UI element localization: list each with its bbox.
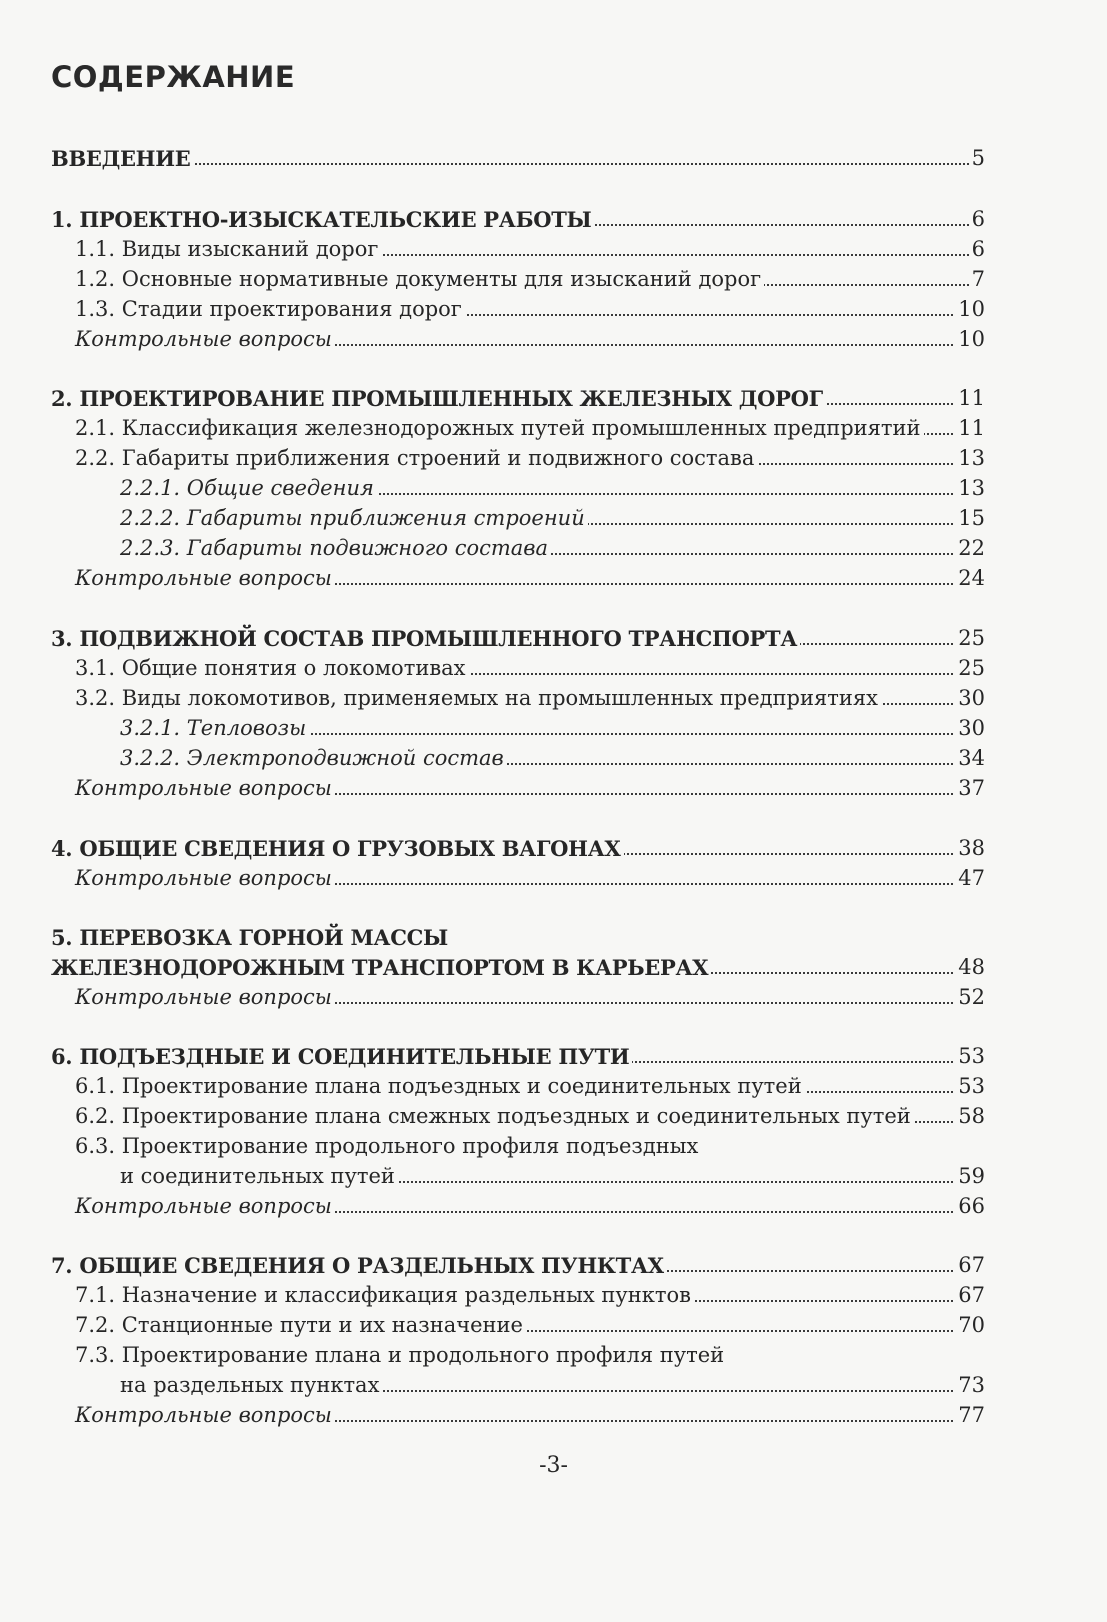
toc-entry-title: 2.2.1. Общие сведения	[120, 473, 377, 504]
page-title: СОДЕРЖАНИЕ	[51, 60, 296, 94]
toc-entry	[0, 143, 1107, 174]
toc-entry-title: Контрольные вопросы	[75, 563, 335, 594]
toc-entry-title: 1. ПРОЕКТНО-ИЗЫСКАТЕЛЬСКИЕ РАБОТЫ	[51, 204, 594, 235]
toc-entry	[0, 773, 1107, 804]
toc-entry-page: 25	[955, 623, 985, 654]
toc-entry	[0, 264, 1107, 295]
toc-entry-title: Контрольные вопросы	[75, 1400, 335, 1431]
toc-entry-page: 77	[955, 1400, 985, 1431]
toc-entry-page: 6	[969, 234, 985, 265]
toc-entry-title: Контрольные вопросы	[75, 324, 335, 355]
toc-entry-title: Контрольные вопросы	[75, 863, 335, 894]
toc-entry-title: 6.1. Проектирование плана подъездных и соединительных путей	[75, 1071, 805, 1102]
toc-entry-title: ЖЕЛЕЗНОДОРОЖНЫМ ТРАНСПОРТОМ В КАРЬЕРАХ	[51, 952, 711, 983]
toc-entry-title: 1.2. Основные нормативные документы для изысканий дорог	[75, 264, 764, 295]
toc-entry-page: 38	[955, 833, 985, 864]
toc-entry-title: 7.2. Станционные пути и их назначение	[75, 1310, 526, 1341]
toc-entry	[0, 473, 1107, 504]
toc-entry-title: Контрольные вопросы	[75, 1191, 335, 1222]
toc-entry-page: 10	[955, 294, 985, 325]
toc-entry-page: 13	[955, 473, 985, 504]
toc-entry-title: 2.2. Габариты приближения строений и подвижного состава	[75, 443, 757, 474]
toc-entry-title: и соединительных путей	[120, 1161, 398, 1192]
toc-entry-title: 2.1. Классификация железнодорожных путей промышленных предприятий	[75, 413, 924, 444]
toc-entry-title: 7. ОБЩИЕ СВЕДЕНИЯ О РАЗДЕЛЬНЫХ ПУНКТАХ	[51, 1250, 667, 1281]
toc-entry	[0, 653, 1107, 684]
toc-entry-page: 13	[955, 443, 985, 474]
toc-entry-title: Контрольные вопросы	[75, 773, 335, 804]
toc-entry-title: Контрольные вопросы	[75, 982, 335, 1013]
toc-entry	[0, 503, 1107, 534]
toc-entry-title: 3.1. Общие понятия о локомотивах	[75, 653, 469, 684]
toc-entry	[0, 1340, 1107, 1371]
toc-entry-page: 30	[955, 713, 985, 744]
toc-entry	[0, 294, 1107, 325]
toc-entry-title: 3.2.2. Электроподвижной состав	[120, 743, 507, 774]
toc-entry	[0, 1280, 1107, 1311]
toc-entry-title: 3.2.1. Тепловозы	[120, 713, 309, 744]
toc-entry-page: 67	[955, 1250, 985, 1281]
toc-entry	[0, 443, 1107, 474]
toc-entry-title: 5. ПЕРЕВОЗКА ГОРНОЙ МАССЫ	[51, 922, 451, 953]
toc-entry-title: на раздельных пунктах	[120, 1370, 382, 1401]
toc-entry	[0, 1041, 1107, 1072]
toc-entry-title: 2. ПРОЕКТИРОВАНИЕ ПРОМЫШЛЕННЫХ ЖЕЛЕЗНЫХ ДОРОГ	[51, 383, 826, 414]
toc-entry-page: 34	[955, 743, 985, 774]
toc-entry	[0, 413, 1107, 444]
toc-entry	[0, 952, 1107, 983]
toc-entry-page: 25	[955, 653, 985, 684]
toc-entry-page: 70	[955, 1310, 985, 1341]
toc-entry-title: 6. ПОДЪЕЗДНЫЕ И СОЕДИНИТЕЛЬНЫЕ ПУТИ	[51, 1041, 632, 1072]
toc-entry-page: 67	[955, 1280, 985, 1311]
toc-entry-page: 11	[955, 383, 985, 414]
toc-entry	[0, 863, 1107, 894]
toc-entry-page: 37	[955, 773, 985, 804]
toc-entry-page: 10	[955, 324, 985, 355]
toc-entry-page: 30	[955, 683, 985, 714]
toc-entry-title: 6.3. Проектирование продольного профиля подъездных	[75, 1131, 701, 1162]
toc-entry-page: 52	[955, 982, 985, 1013]
toc-entry	[0, 234, 1107, 265]
toc-entry	[0, 383, 1107, 414]
toc-entry-page: 15	[955, 503, 985, 534]
toc-entry-page: 66	[955, 1191, 985, 1222]
toc-entry-page: 47	[955, 863, 985, 894]
toc-entry	[0, 1191, 1107, 1222]
toc-entry	[0, 1161, 1107, 1192]
toc-entry-page: 73	[955, 1370, 985, 1401]
toc-entry-title: 3.2. Виды локомотивов, применяемых на промышленных предприятиях	[75, 683, 881, 714]
toc-entry-page: 11	[955, 413, 985, 444]
toc-entry	[0, 1250, 1107, 1281]
toc-entry-title: 7.3. Проектирование плана и продольного профиля путей	[75, 1340, 727, 1371]
toc-entry	[0, 563, 1107, 594]
toc-entry-title: 4. ОБЩИЕ СВЕДЕНИЯ О ГРУЗОВЫХ ВАГОНАХ	[51, 833, 624, 864]
toc-entry	[0, 982, 1107, 1013]
toc-entry	[0, 204, 1107, 235]
page-number: -3-	[539, 1453, 568, 1478]
toc-entry-title: 1.3. Стадии проектирования дорог	[75, 294, 465, 325]
toc-entry-page: 48	[955, 952, 985, 983]
toc-entry	[0, 1071, 1107, 1102]
toc-entry	[0, 922, 1107, 953]
toc-entry-page: 22	[955, 533, 985, 564]
toc-entry-page: 59	[955, 1161, 985, 1192]
toc-entry	[0, 713, 1107, 744]
toc-entry	[0, 533, 1107, 564]
toc-entry	[0, 324, 1107, 355]
toc-entry-title: ВВЕДЕНИЕ	[51, 143, 193, 174]
toc-entry-title: 1.1. Виды изысканий дорог	[75, 234, 381, 265]
toc-entry	[0, 1310, 1107, 1341]
toc-entry	[0, 743, 1107, 774]
toc-entry	[0, 1400, 1107, 1431]
toc-entry-title: 3. ПОДВИЖНОЙ СОСТАВ ПРОМЫШЛЕННОГО ТРАНСПОРТА	[51, 623, 800, 654]
toc-entry-page: 53	[955, 1041, 985, 1072]
toc-entry	[0, 1101, 1107, 1132]
toc-entry-page: 6	[969, 204, 985, 235]
toc-entry-page: 5	[969, 143, 985, 174]
toc-entry-page: 24	[955, 563, 985, 594]
toc-entry-title: 2.2.2. Габариты приближения строений	[120, 503, 588, 534]
toc-entry	[0, 1131, 1107, 1162]
toc-entry	[0, 1370, 1107, 1401]
toc-entry-page: 53	[955, 1071, 985, 1102]
toc-entry-title: 7.1. Назначение и классификация раздельных пунктов	[75, 1280, 694, 1311]
toc-entry-title: 6.2. Проектирование плана смежных подъездных и соединительных путей	[75, 1101, 914, 1132]
toc-entry-page: 7	[969, 264, 985, 295]
toc-entry	[0, 623, 1107, 654]
toc-entry-page: 58	[955, 1101, 985, 1132]
toc-entry	[0, 833, 1107, 864]
toc-entry-title: 2.2.3. Габариты подвижного состава	[120, 533, 551, 564]
toc-entry	[0, 683, 1107, 714]
